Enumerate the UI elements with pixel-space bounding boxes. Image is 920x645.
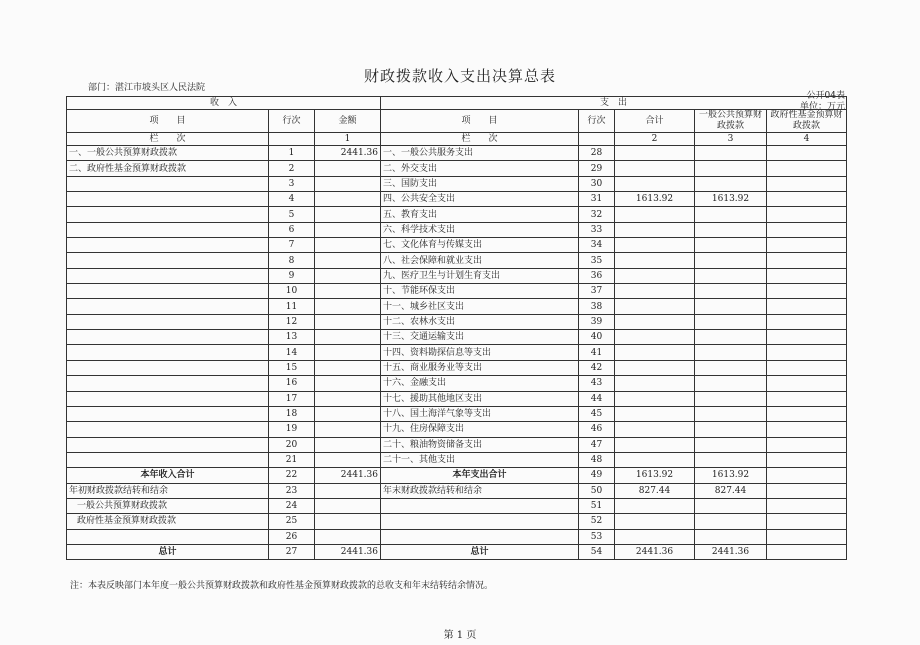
expense-item: 十、节能环保支出 bbox=[381, 284, 579, 299]
table-row bbox=[67, 284, 847, 299]
expense-row-number: 43 bbox=[579, 376, 615, 391]
income-item bbox=[67, 406, 269, 421]
income-row-number: 23 bbox=[269, 483, 315, 498]
expense-general-budget bbox=[695, 452, 767, 467]
table-row bbox=[67, 468, 847, 483]
expense-row-number: 29 bbox=[579, 161, 615, 176]
expense-item: 三、国防支出 bbox=[381, 176, 579, 191]
table-row bbox=[67, 207, 847, 222]
budget-table bbox=[66, 96, 847, 560]
expense-total bbox=[615, 253, 695, 268]
income-item bbox=[67, 529, 269, 544]
expense-fund-budget bbox=[767, 422, 847, 437]
expense-fund-budget bbox=[767, 284, 847, 299]
income-item: 总计 bbox=[67, 544, 269, 559]
expense-general-budget bbox=[695, 360, 767, 375]
income-amount bbox=[315, 238, 381, 253]
expense-total: 1613.92 bbox=[615, 468, 695, 483]
expense-total-header: 合计 bbox=[615, 110, 695, 133]
income-row-number: 1 bbox=[269, 146, 315, 161]
expense-total: 1613.92 bbox=[615, 192, 695, 207]
expense-col-number-total: 2 bbox=[615, 133, 695, 146]
expense-item: 十三、交通运输支出 bbox=[381, 330, 579, 345]
expense-general-budget bbox=[695, 161, 767, 176]
expense-fund-budget bbox=[767, 514, 847, 529]
expense-total bbox=[615, 514, 695, 529]
expense-row-number: 51 bbox=[579, 498, 615, 513]
expense-fund-budget bbox=[767, 468, 847, 483]
income-lanci-rowno bbox=[269, 133, 315, 146]
expense-general-budget: 827.44 bbox=[695, 483, 767, 498]
income-rowno-header: 行次 bbox=[269, 110, 315, 133]
income-item: 政府性基金预算财政拨款 bbox=[67, 514, 269, 529]
expense-fund-budget bbox=[767, 345, 847, 360]
income-amount bbox=[315, 529, 381, 544]
income-amount bbox=[315, 268, 381, 283]
expense-fund-budget bbox=[767, 376, 847, 391]
expense-general-budget bbox=[695, 422, 767, 437]
expense-total bbox=[615, 529, 695, 544]
expense-general-budget bbox=[695, 514, 767, 529]
expense-total bbox=[615, 437, 695, 452]
form-code: 公开04表 bbox=[806, 91, 845, 101]
income-amount bbox=[315, 299, 381, 314]
expense-fund-budget bbox=[767, 253, 847, 268]
income-item: 一、一般公共预算财政拨款 bbox=[67, 146, 269, 161]
income-amount bbox=[315, 253, 381, 268]
expense-fund-budget bbox=[767, 314, 847, 329]
table-row bbox=[67, 161, 847, 176]
expense-row-number: 52 bbox=[579, 514, 615, 529]
expense-general-budget bbox=[695, 238, 767, 253]
expense-total bbox=[615, 222, 695, 237]
column-header-row bbox=[67, 110, 847, 133]
income-amount bbox=[315, 422, 381, 437]
expense-fund-budget bbox=[767, 192, 847, 207]
expense-item: 九、医疗卫生与计划生育支出 bbox=[381, 268, 579, 283]
expense-fund-budget bbox=[767, 222, 847, 237]
expense-general-budget bbox=[695, 437, 767, 452]
department-label: 部门：湛江市坡头区人民法院 bbox=[88, 83, 206, 93]
expense-item: 五、教育支出 bbox=[381, 207, 579, 222]
income-item bbox=[67, 222, 269, 237]
table-row bbox=[67, 222, 847, 237]
expense-col-number-fund: 4 bbox=[767, 133, 847, 146]
expense-row-number: 38 bbox=[579, 299, 615, 314]
footnote: 注：本表反映部门本年度一般公共预算财政拨款和政府性基金预算财政拨款的总收支和年末结转结余情况。 bbox=[70, 581, 494, 591]
income-row-number: 27 bbox=[269, 544, 315, 559]
unit-label: 单位：万元 bbox=[799, 102, 845, 112]
expense-row-number: 31 bbox=[579, 192, 615, 207]
expense-total bbox=[615, 345, 695, 360]
expense-item-header: 项 目 bbox=[381, 110, 579, 133]
expense-item bbox=[381, 514, 579, 529]
expense-general-budget bbox=[695, 498, 767, 513]
expense-total bbox=[615, 330, 695, 345]
expense-general-budget bbox=[695, 299, 767, 314]
income-amount: 2441.36 bbox=[315, 544, 381, 559]
expense-general-budget bbox=[695, 330, 767, 345]
expense-row-number: 34 bbox=[579, 238, 615, 253]
income-amount bbox=[315, 314, 381, 329]
income-item bbox=[67, 207, 269, 222]
income-amount bbox=[315, 345, 381, 360]
income-amount bbox=[315, 284, 381, 299]
expense-item: 六、科学技术支出 bbox=[381, 222, 579, 237]
income-amount bbox=[315, 514, 381, 529]
expense-total bbox=[615, 452, 695, 467]
expense-item: 二十、粮油物资储备支出 bbox=[381, 437, 579, 452]
expense-fund-budget bbox=[767, 544, 847, 559]
income-amount bbox=[315, 330, 381, 345]
income-col-number: 1 bbox=[315, 133, 381, 146]
expense-row-number: 44 bbox=[579, 391, 615, 406]
expense-item: 二、外交支出 bbox=[381, 161, 579, 176]
income-item: 年初财政拨款结转和结余 bbox=[67, 483, 269, 498]
expense-total bbox=[615, 207, 695, 222]
expense-fund-budget bbox=[767, 437, 847, 452]
expense-general-budget bbox=[695, 345, 767, 360]
expense-fund-budget bbox=[767, 161, 847, 176]
income-item bbox=[67, 360, 269, 375]
table-row bbox=[67, 192, 847, 207]
expense-fund-budget bbox=[767, 498, 847, 513]
expense-row-number: 30 bbox=[579, 176, 615, 191]
income-item: 一般公共预算财政拨款 bbox=[67, 498, 269, 513]
expense-item: 十九、住房保障支出 bbox=[381, 422, 579, 437]
income-row-number: 22 bbox=[269, 468, 315, 483]
expense-general-budget bbox=[695, 314, 767, 329]
table-row bbox=[67, 238, 847, 253]
expense-total bbox=[615, 299, 695, 314]
expense-item: 年末财政拨款结转和结余 bbox=[381, 483, 579, 498]
table-row bbox=[67, 422, 847, 437]
expense-row-number: 54 bbox=[579, 544, 615, 559]
table-row bbox=[67, 376, 847, 391]
expense-general-budget bbox=[695, 176, 767, 191]
page-title: 财政拨款收入支出决算总表 bbox=[363, 67, 556, 85]
income-row-number: 12 bbox=[269, 314, 315, 329]
income-item bbox=[67, 345, 269, 360]
expense-row-number: 41 bbox=[579, 345, 615, 360]
table-row bbox=[67, 437, 847, 452]
income-amount-header: 金额 bbox=[315, 110, 381, 133]
income-amount bbox=[315, 176, 381, 191]
table-row bbox=[67, 253, 847, 268]
expense-total bbox=[615, 376, 695, 391]
table-row bbox=[67, 146, 847, 161]
table-row bbox=[67, 330, 847, 345]
expense-fund-budget bbox=[767, 176, 847, 191]
income-amount bbox=[315, 222, 381, 237]
income-section-header: 收 入 bbox=[67, 97, 381, 110]
expense-fund-budget bbox=[767, 268, 847, 283]
expense-fund-budget bbox=[767, 146, 847, 161]
column-number-row bbox=[67, 133, 847, 146]
table-row bbox=[67, 268, 847, 283]
expense-fund-budget bbox=[767, 483, 847, 498]
table-row bbox=[67, 483, 847, 498]
income-row-number: 16 bbox=[269, 376, 315, 391]
expense-general-budget: 1613.92 bbox=[695, 468, 767, 483]
expense-item: 十八、国土海洋气象等支出 bbox=[381, 406, 579, 421]
income-row-number: 26 bbox=[269, 529, 315, 544]
income-row-number: 2 bbox=[269, 161, 315, 176]
income-amount bbox=[315, 376, 381, 391]
income-amount bbox=[315, 406, 381, 421]
expense-rowno-header: 行次 bbox=[579, 110, 615, 133]
expense-item: 本年支出合计 bbox=[381, 468, 579, 483]
income-row-number: 13 bbox=[269, 330, 315, 345]
expense-total bbox=[615, 314, 695, 329]
expense-general-budget bbox=[695, 268, 767, 283]
income-row-number: 8 bbox=[269, 253, 315, 268]
expense-total bbox=[615, 176, 695, 191]
expense-item: 十二、农林水支出 bbox=[381, 314, 579, 329]
income-amount bbox=[315, 391, 381, 406]
expense-row-number: 49 bbox=[579, 468, 615, 483]
expense-general-budget bbox=[695, 284, 767, 299]
income-item bbox=[67, 284, 269, 299]
expense-row-number: 50 bbox=[579, 483, 615, 498]
expense-total: 827.44 bbox=[615, 483, 695, 498]
expense-total: 2441.36 bbox=[615, 544, 695, 559]
expense-item: 总计 bbox=[381, 544, 579, 559]
expense-fund-budget bbox=[767, 330, 847, 345]
expense-total bbox=[615, 498, 695, 513]
income-row-number: 18 bbox=[269, 406, 315, 421]
income-amount bbox=[315, 207, 381, 222]
page-number: 第 1 页 bbox=[443, 630, 477, 641]
table-row bbox=[67, 345, 847, 360]
table-row bbox=[67, 498, 847, 513]
expense-row-number: 40 bbox=[579, 330, 615, 345]
expense-row-number: 46 bbox=[579, 422, 615, 437]
income-row-number: 6 bbox=[269, 222, 315, 237]
table-row bbox=[67, 514, 847, 529]
expense-col-number-general: 3 bbox=[695, 133, 767, 146]
income-amount bbox=[315, 360, 381, 375]
income-item bbox=[67, 299, 269, 314]
income-amount: 2441.36 bbox=[315, 146, 381, 161]
section-header-row bbox=[67, 97, 847, 110]
table-row bbox=[67, 314, 847, 329]
expense-item: 一、一般公共服务支出 bbox=[381, 146, 579, 161]
table-row bbox=[67, 529, 847, 544]
income-item: 本年收入合计 bbox=[67, 468, 269, 483]
income-row-number: 20 bbox=[269, 437, 315, 452]
income-item bbox=[67, 238, 269, 253]
expense-general-budget: 2441.36 bbox=[695, 544, 767, 559]
expense-item: 十五、商业服务业等支出 bbox=[381, 360, 579, 375]
income-amount bbox=[315, 483, 381, 498]
expense-item: 四、公共安全支出 bbox=[381, 192, 579, 207]
expense-total bbox=[615, 360, 695, 375]
expense-row-number: 37 bbox=[579, 284, 615, 299]
expense-fund-budget bbox=[767, 452, 847, 467]
expense-total bbox=[615, 238, 695, 253]
expense-fund-budget bbox=[767, 207, 847, 222]
expense-lanci: 栏 次 bbox=[381, 133, 579, 146]
income-item bbox=[67, 437, 269, 452]
expense-general-budget bbox=[695, 207, 767, 222]
table-row bbox=[67, 176, 847, 191]
expense-item bbox=[381, 529, 579, 544]
expense-item: 十一、城乡社区支出 bbox=[381, 299, 579, 314]
income-item bbox=[67, 314, 269, 329]
income-item bbox=[67, 253, 269, 268]
expense-total bbox=[615, 406, 695, 421]
expense-fund-budget bbox=[767, 238, 847, 253]
income-item bbox=[67, 391, 269, 406]
income-row-number: 11 bbox=[269, 299, 315, 314]
expense-row-number: 48 bbox=[579, 452, 615, 467]
expense-general-budget bbox=[695, 146, 767, 161]
expense-row-number: 28 bbox=[579, 146, 615, 161]
expense-row-number: 33 bbox=[579, 222, 615, 237]
expense-row-number: 45 bbox=[579, 406, 615, 421]
expense-general-budget bbox=[695, 406, 767, 421]
income-amount bbox=[315, 452, 381, 467]
income-item bbox=[67, 376, 269, 391]
income-row-number: 24 bbox=[269, 498, 315, 513]
expense-total bbox=[615, 161, 695, 176]
expense-total bbox=[615, 391, 695, 406]
expense-general-budget bbox=[695, 376, 767, 391]
expense-item: 七、文化体育与传媒支出 bbox=[381, 238, 579, 253]
budget-table-wrapper bbox=[66, 96, 846, 572]
expense-lanci-rowno bbox=[579, 133, 615, 146]
income-row-number: 3 bbox=[269, 176, 315, 191]
income-item: 二、政府性基金预算财政拨款 bbox=[67, 161, 269, 176]
income-row-number: 4 bbox=[269, 192, 315, 207]
income-row-number: 10 bbox=[269, 284, 315, 299]
expense-fund-header: 政府性基金预算财政拨款 bbox=[767, 110, 847, 133]
expense-fund-budget bbox=[767, 406, 847, 421]
expense-row-number: 42 bbox=[579, 360, 615, 375]
expense-fund-budget bbox=[767, 529, 847, 544]
expense-general-budget bbox=[695, 222, 767, 237]
expense-row-number: 35 bbox=[579, 253, 615, 268]
table-row bbox=[67, 406, 847, 421]
income-amount: 2441.36 bbox=[315, 468, 381, 483]
income-amount bbox=[315, 161, 381, 176]
expense-total bbox=[615, 284, 695, 299]
expense-fund-budget bbox=[767, 360, 847, 375]
income-row-number: 7 bbox=[269, 238, 315, 253]
income-item bbox=[67, 192, 269, 207]
expense-item: 二十一、其他支出 bbox=[381, 452, 579, 467]
income-item bbox=[67, 422, 269, 437]
income-amount bbox=[315, 192, 381, 207]
income-item bbox=[67, 176, 269, 191]
expense-row-number: 47 bbox=[579, 437, 615, 452]
expense-item: 十四、资料勘探信息等支出 bbox=[381, 345, 579, 360]
expense-general-budget bbox=[695, 529, 767, 544]
income-row-number: 9 bbox=[269, 268, 315, 283]
expense-item: 八、社会保障和就业支出 bbox=[381, 253, 579, 268]
expense-total bbox=[615, 146, 695, 161]
expense-section-header: 支 出 bbox=[381, 97, 847, 110]
table-row bbox=[67, 299, 847, 314]
expense-general-budget bbox=[695, 391, 767, 406]
income-row-number: 19 bbox=[269, 422, 315, 437]
expense-item: 十六、金融支出 bbox=[381, 376, 579, 391]
expense-general-budget: 1613.92 bbox=[695, 192, 767, 207]
income-item bbox=[67, 330, 269, 345]
expense-row-number: 53 bbox=[579, 529, 615, 544]
table-row bbox=[67, 360, 847, 375]
expense-item: 十七、援助其他地区支出 bbox=[381, 391, 579, 406]
table-row bbox=[67, 452, 847, 467]
income-row-number: 21 bbox=[269, 452, 315, 467]
expense-total bbox=[615, 422, 695, 437]
income-row-number: 5 bbox=[269, 207, 315, 222]
expense-item bbox=[381, 498, 579, 513]
expense-row-number: 39 bbox=[579, 314, 615, 329]
expense-fund-budget bbox=[767, 391, 847, 406]
income-row-number: 25 bbox=[269, 514, 315, 529]
income-item bbox=[67, 452, 269, 467]
income-item-header: 项 目 bbox=[67, 110, 269, 133]
expense-row-number: 36 bbox=[579, 268, 615, 283]
expense-fund-budget bbox=[767, 299, 847, 314]
expense-general-budget bbox=[695, 253, 767, 268]
income-amount bbox=[315, 437, 381, 452]
table-row bbox=[67, 391, 847, 406]
expense-row-number: 32 bbox=[579, 207, 615, 222]
income-lanci: 栏 次 bbox=[67, 133, 269, 146]
income-row-number: 17 bbox=[269, 391, 315, 406]
income-row-number: 15 bbox=[269, 360, 315, 375]
expense-general-header: 一般公共预算财政拨款 bbox=[695, 110, 767, 133]
income-amount bbox=[315, 498, 381, 513]
income-row-number: 14 bbox=[269, 345, 315, 360]
table-row bbox=[67, 544, 847, 559]
expense-total bbox=[615, 268, 695, 283]
income-item bbox=[67, 268, 269, 283]
